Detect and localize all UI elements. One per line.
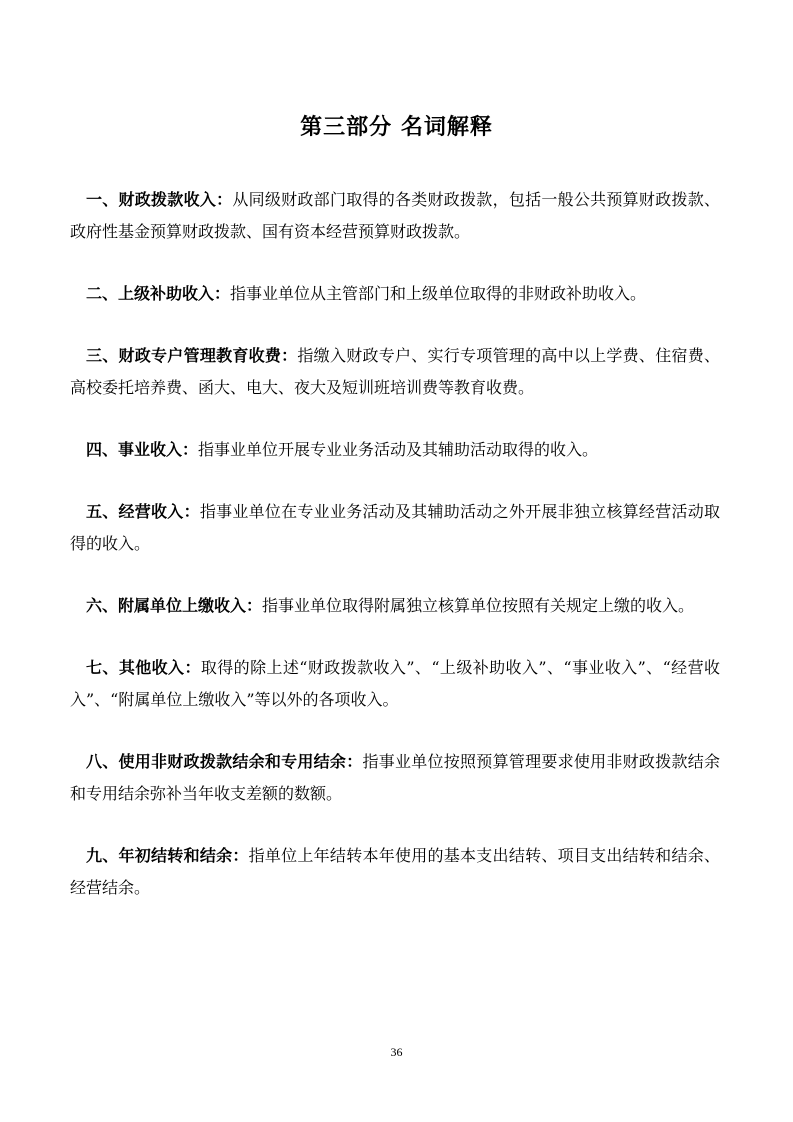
definition-text: 指事业单位从主管部门和上级单位取得的非财政补助收入。 bbox=[230, 284, 647, 303]
definition-entry-2 bbox=[70, 278, 720, 310]
definition-entry-8 bbox=[70, 746, 720, 810]
definition-text: 指事业单位取得附属独立核算单位按照有关规定上缴的收入。 bbox=[262, 596, 695, 615]
definition-term: 三、财政专户管理教育收费： bbox=[86, 346, 298, 365]
definition-list bbox=[70, 184, 720, 934]
definition-term: 四、事业收入： bbox=[86, 440, 199, 459]
definition-text: 指事业单位开展专业业务活动及其辅助活动取得的收入。 bbox=[198, 440, 599, 459]
definition-text: 指事业单位在专业业务活动及其辅助活动之外开展非独立核算经营活动取得的收入。 bbox=[70, 502, 720, 553]
page-title: 第三部分 名词解释 bbox=[300, 114, 493, 140]
definition-term: 二、上级补助收入： bbox=[86, 284, 231, 303]
definition-term: 八、使用非财政拨款结余和专用结余： bbox=[86, 752, 363, 771]
definition-text: 取得的除上述“财政拨款收入”、“上级补助收入”、“事业收入”、“经营收入”、“附属单位上缴收入”等以外的各项收入。 bbox=[70, 658, 720, 709]
definition-text: 指事业单位按照预算管理要求使用非财政拨款结余和专用结余弥补当年收支差额的数额。 bbox=[70, 752, 720, 803]
definition-entry-7 bbox=[70, 652, 720, 716]
definition-term: 七、其他收入： bbox=[86, 658, 201, 677]
definition-text: 指单位上年结转本年使用的基本支出结转、项目支出结转和结余、经营结余。 bbox=[70, 846, 720, 897]
definition-term: 一、财政拨款收入： bbox=[86, 190, 233, 209]
definition-entry-5 bbox=[70, 496, 720, 560]
definition-term: 九、年初结转和结余： bbox=[86, 846, 249, 865]
page-number: 36 bbox=[390, 1045, 403, 1059]
definition-entry-3 bbox=[70, 340, 720, 404]
definition-term: 六、附属单位上缴收入： bbox=[86, 596, 263, 615]
definition-text: 指缴入财政专户、实行专项管理的高中以上学费、住宿费、高校委托培养费、函大、电大、夜大及短训班培训费等教育收费。 bbox=[70, 346, 720, 397]
definition-entry-9 bbox=[70, 840, 720, 904]
definition-term: 五、经营收入： bbox=[86, 502, 200, 521]
definition-entry-1 bbox=[70, 184, 720, 248]
definition-entry-6 bbox=[70, 590, 720, 622]
definition-text: 从同级财政部门取得的各类财政拨款，包括一般公共预算财政拨款、政府性基金预算财政拨款、国有资本经营预算财政拨款。 bbox=[70, 190, 720, 241]
definition-entry-4 bbox=[70, 434, 720, 466]
